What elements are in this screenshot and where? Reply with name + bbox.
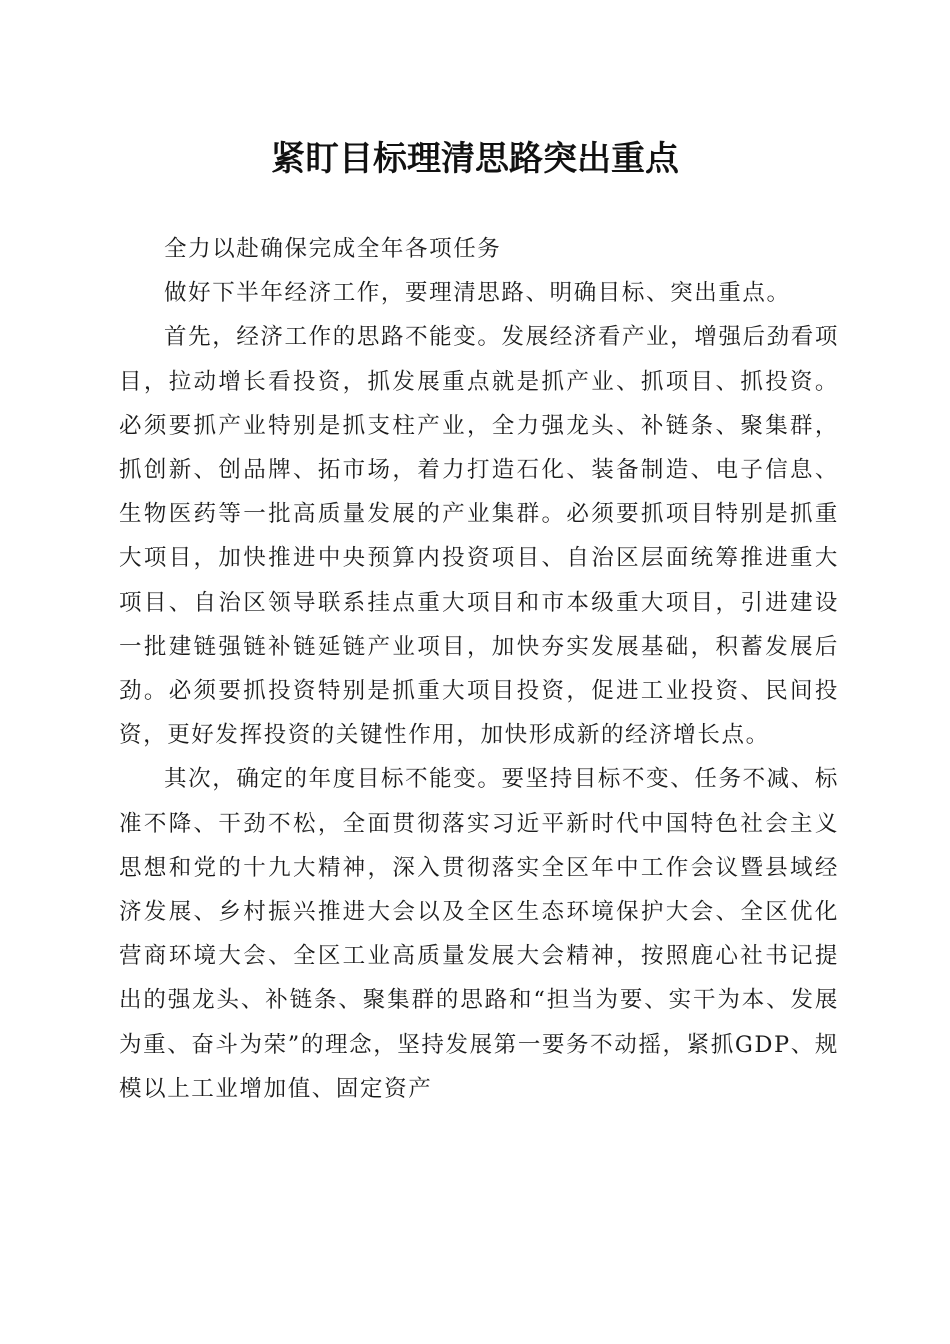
document-title: 紧盯目标理清思路突出重点 (271, 139, 679, 179)
second-point-paragraph: 其次，确定的年度目标不能变。要坚持目标不变、任务不减、标准不降、干劲不松，全面贯彻落实习近平新时代中国特色社会主义思想和党的十九大精神，深入贯彻落实全区年中工作会议暨县域经济发展、乡村振兴推进大会以及全区生态环境保护大会、全区优化营商环境大会、全区工业高质量发展大会精神，按照鹿心社书记提出的强龙头、补链条、聚集群的思路和“担当为要、实干为本、发展为重、奋斗为荣”的理念，坚持发展第一要务不动摇，紧抓GDP、规模以上工业增加值、固定资产 (119, 766, 839, 1102)
document-body (119, 227, 839, 1111)
subtitle-paragraph: 全力以赴确保完成全年各项任务 (164, 236, 502, 262)
first-point-paragraph: 首先，经济工作的思路不能变。发展经济看产业，增强后劲看项目，拉动增长看投资，抓发展重点就是抓产业、抓项目、抓投资。必须要抓产业特别是抓支柱产业，全力强龙头、补链条、聚集群，抓创新、创品牌、拓市场，着力打造石化、装备制造、电子信息、生物医药等一批高质量发展的产业集群。必须要抓项目特别是抓重大项目，加快推进中央预算内投资项目、自治区层面统筹推进重大项目、自治区领导联系挂点重大项目和市本级重大项目，引进建设一批建链强链补链延链产业项目，加快夯实发展基础，积蓄发展后劲。必须要抓投资特别是抓重大项目投资，促进工业投资、民间投资，更好发挥投资的关键性作用，加快形成新的经济增长点。 (119, 324, 839, 749)
intro-paragraph: 做好下半年经济工作，要理清思路、明确目标、突出重点。 (164, 280, 791, 307)
